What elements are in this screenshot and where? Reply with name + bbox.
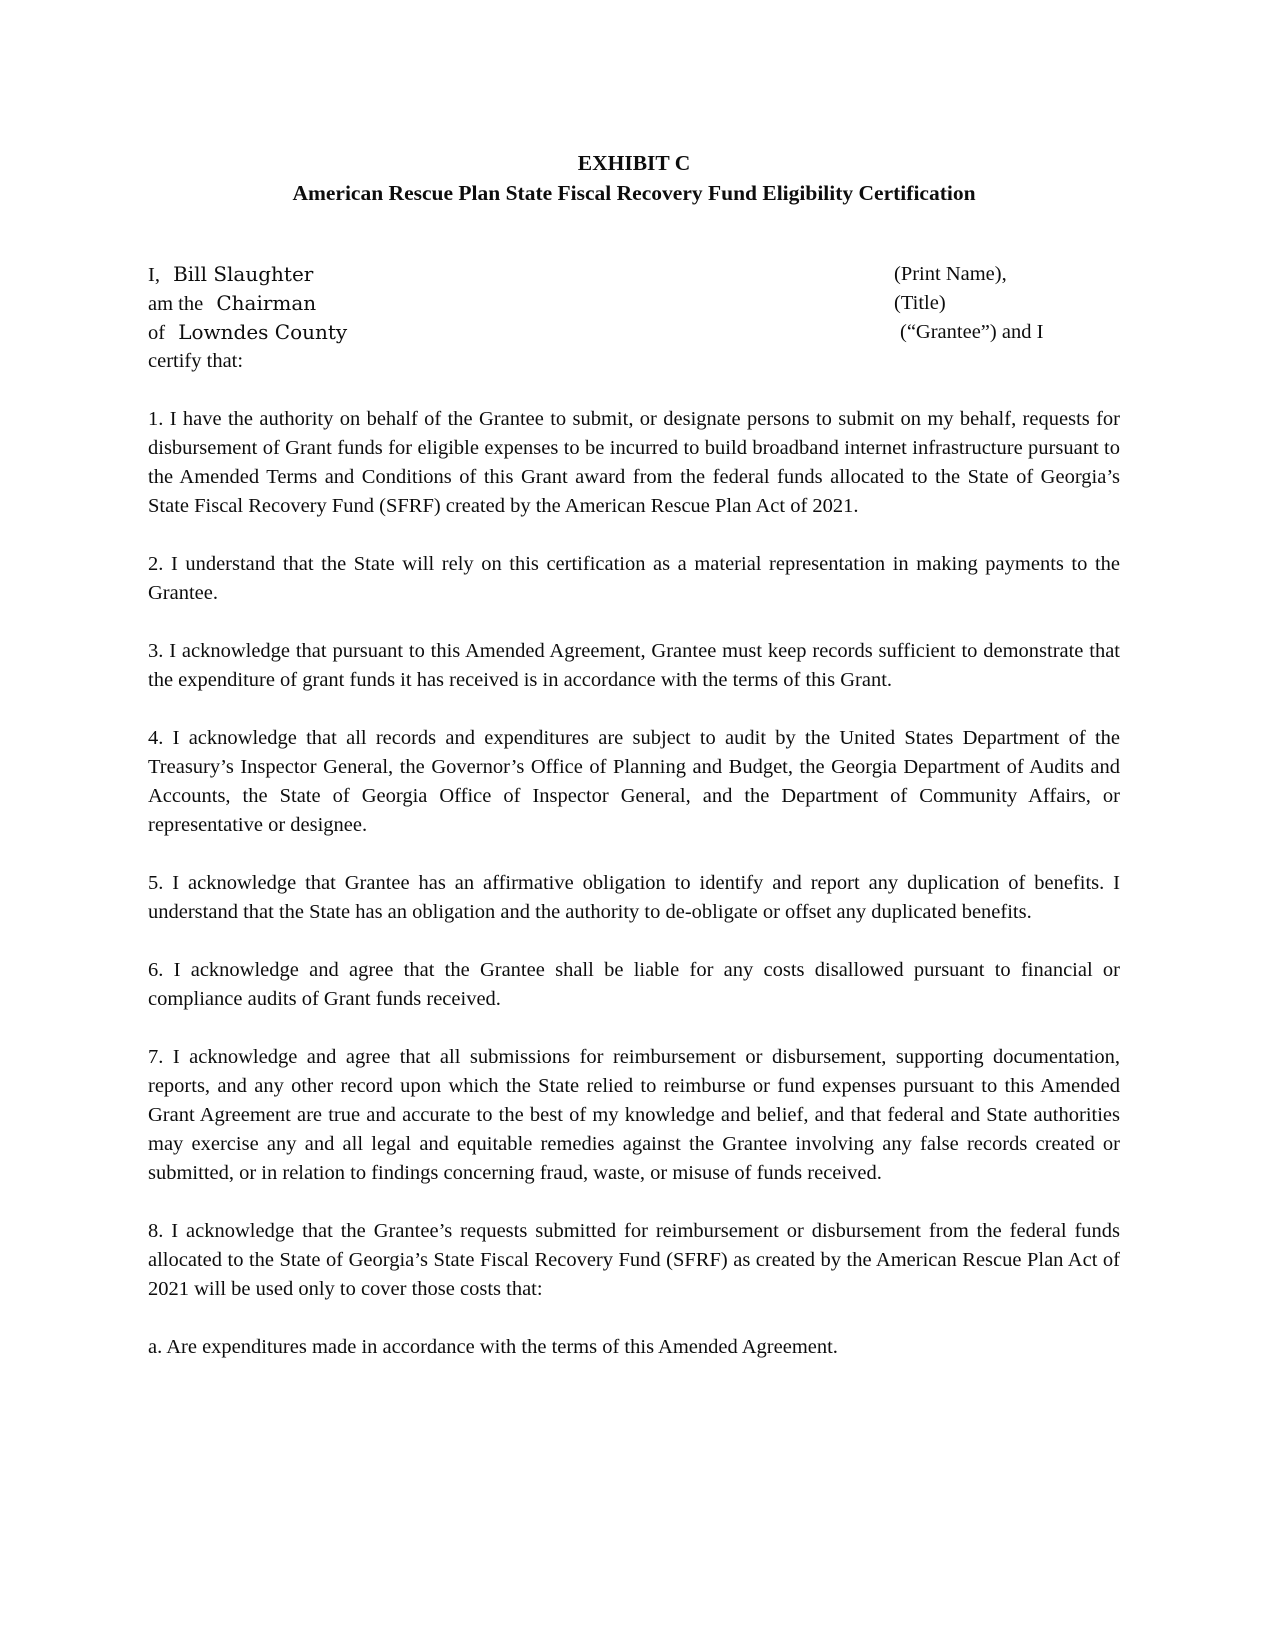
certification-heading: American Rescue Plan State Fiscal Recovery Fund Eligibility Certification — [292, 181, 976, 205]
certify-that-row: certify that: — [148, 350, 244, 372]
title-prefix: am the — [148, 293, 204, 315]
title-label: (Title) — [894, 292, 946, 314]
grantee-value: Lowndes County — [178, 320, 348, 344]
paragraph-3: 3. I acknowledge that pursuant to this Amended Agreement, Grantee must keep records sufficient to demonstrate that the expenditure of grant funds it has received is in accordance with the terms of this Grant. — [148, 640, 1120, 691]
document-content — [148, 148, 1120, 1362]
print-name-row — [148, 260, 1120, 289]
print-name-prefix: I, — [148, 264, 160, 286]
paragraph-2: 2. I understand that the State will rely on this certification as a material representation in making payments to the Grantee. — [148, 553, 1120, 604]
document-title-block — [148, 148, 1120, 208]
grantee-prefix: of — [148, 322, 166, 344]
print-name-label: (Print Name), — [894, 263, 1007, 285]
paragraph-8: 8. I acknowledge that the Grantee’s requests submitted for reimbursement or disbursement from the federal funds allocated to the State of Georgia’s State Fiscal Recovery Fund (SFRF) as created by the American Rescue Plan Act of 2021 will be used only to cover those costs that: — [148, 1220, 1120, 1300]
exhibit-heading: EXHIBIT C — [577, 151, 691, 175]
grantee-row — [148, 318, 1120, 347]
grantee-label: (“Grantee”) and I — [900, 321, 1044, 343]
paragraph-6: 6. I acknowledge and agree that the Grantee shall be liable for any costs disallowed pursuant to financial or compliance audits of Grant funds received. — [148, 959, 1120, 1010]
paragraph-1: 1. I have the authority on behalf of the Grantee to submit, or designate persons to submit on my behalf, requests for disbursement of Grant funds for eligible expenses to be incurred to build broadband internet infrastructure pursuant to the Amended Terms and Conditions of this Grant award from the federal funds allocated to the State of Georgia’s State Fiscal Recovery Fund (SFRF) created by the American Rescue Plan Act of 2021. — [148, 408, 1120, 517]
paragraph-7: 7. I acknowledge and agree that all submissions for reimbursement or disbursement, supporting documentation, reports, and any other record upon which the State relied to reimburse or fund expenses pursuant to this Amended Grant Agreement are true and accurate to the best of my knowledge and belief, and that federal and State authorities may exercise any and all legal and equitable remedies against the Grantee involving any false records created or submitted, or in relation to findings concerning fraud, waste, or misuse of funds received. — [148, 1046, 1120, 1184]
paragraph-4: 4. I acknowledge that all records and expenditures are subject to audit by the United States Department of the Treasury’s Inspector General, the Governor’s Office of Planning and Budget, the Georgia Department of Audits and Accounts, the State of Georgia Office of Inspector General, and the Department of Community Affairs, or representative or designee. — [148, 727, 1120, 836]
title-row — [148, 289, 1120, 318]
paragraph-5: 5. I acknowledge that Grantee has an affirmative obligation to identify and report any duplication of benefits. I understand that the State has an obligation and the authority to de-obligate or offset any duplicated benefits. — [148, 872, 1120, 923]
certification-form — [148, 260, 1120, 376]
sub-item-a: a. Are expenditures made in accordance with the terms of this Amended Agreement. — [148, 1336, 838, 1358]
print-name-value: Bill Slaughter — [173, 262, 314, 286]
title-value: Chairman — [216, 291, 317, 315]
